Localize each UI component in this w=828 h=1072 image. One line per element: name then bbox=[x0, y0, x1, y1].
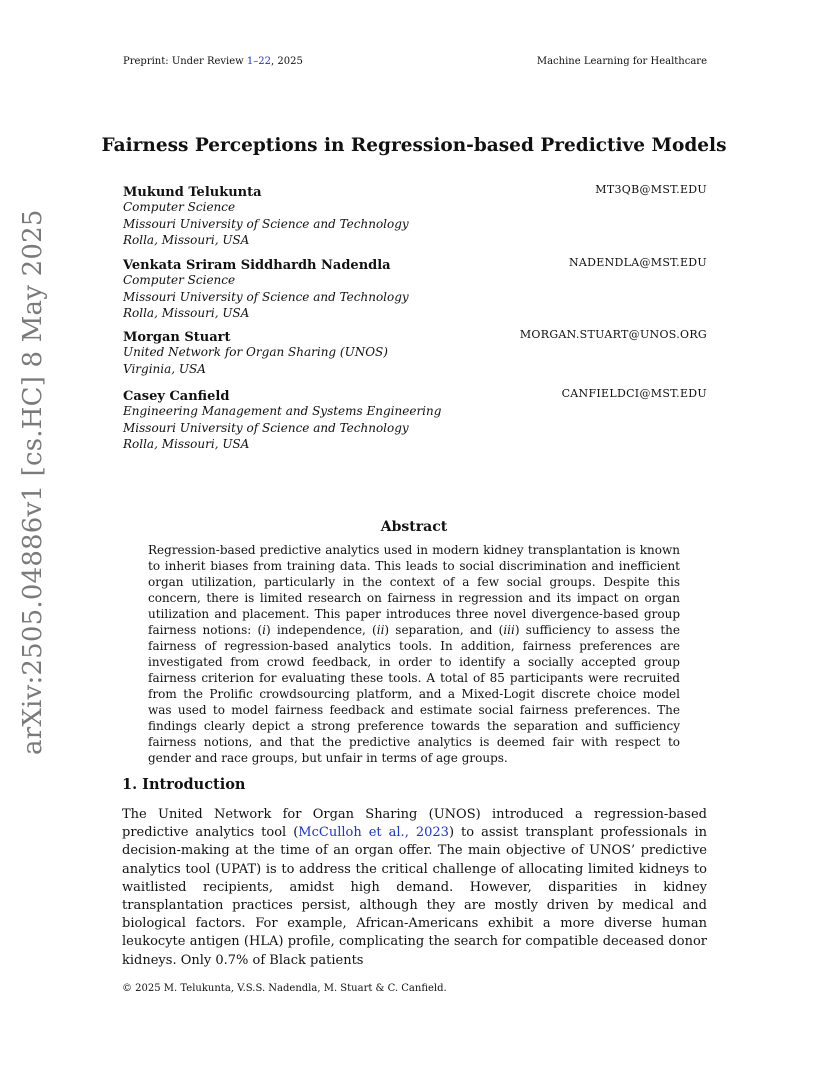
affiliation-line: Rolla, Missouri, USA bbox=[123, 306, 250, 320]
affiliation-line: Missouri University of Science and Technology bbox=[123, 420, 409, 435]
abstract-heading: Abstract bbox=[380, 519, 448, 535]
affiliation-line: Rolla, Missouri, USA bbox=[123, 233, 250, 247]
affiliation-line: Computer Science bbox=[123, 200, 236, 214]
author-email: CANFIELDCI@MST.EDU bbox=[561, 387, 707, 400]
running-header-right: Machine Learning for Healthcare bbox=[536, 56, 707, 67]
introduction-text: The United Network for Organ Sharing (UNOS) introduced a regression-based predictive analytics tool (McCulloh et al., 2023) to assist transplant professionals in decision-making at the time of an organ offer. The main objective of UNOS’ predictive analytics tool (UPAT) is to address the critical challenge of allocating limited kidneys to waitlisted recipients, amidst high demand. However, disparities in kidney transplantation practices persist, although they are mostly driven by medical and biological factors. For example, African-Americans exhibit a more diverse human leukocyte antigen (HLA) profile, complicating the search for compatible deceased donor kidneys. Only 0.7% of Black patients bbox=[122, 807, 708, 968]
author-block bbox=[123, 326, 707, 377]
header-prefix: Preprint: Under Review bbox=[123, 56, 247, 67]
author-name: Mukund Telukunta bbox=[123, 185, 262, 200]
author-email: NADENDLA@MST.EDU bbox=[568, 256, 707, 269]
citation-link[interactable]: McCulloh et al., 2023 bbox=[298, 825, 449, 841]
page-range-link[interactable]: 1–22 bbox=[246, 56, 272, 67]
paper-title: Fairness Perceptions in Regression-based Predictive Models bbox=[101, 135, 727, 156]
author-name: Morgan Stuart bbox=[123, 330, 231, 345]
author-name: Venkata Sriram Siddhardh Nadendla bbox=[123, 258, 391, 273]
section-heading-introduction: 1. Introduction bbox=[122, 776, 246, 793]
affiliation-line: Missouri University of Science and Technology bbox=[123, 289, 409, 304]
affiliation-line: Virginia, USA bbox=[123, 361, 206, 376]
copyright-footer: © 2025 M. Telukunta, V.S.S. Nadendla, M. Stuart & C. Canfield. bbox=[122, 983, 447, 994]
affiliation-line: Computer Science bbox=[123, 273, 236, 287]
header-suffix: , 2025 bbox=[271, 56, 303, 67]
abstract-text: Regression-based predictive analytics used in modern kidney transplantation is known to inherit biases from training data. This leads to social discrimination and inefficient organ utilization, particularly in the context of a few social groups. Despite this concern, there is limited research on fairness in regression and its impact on organ utilization and placement. This paper introduces three novel divergence-based group fairness notions: (i) independence, (ii) separation, and (iii) sufficiency to assess the fairness of regression-based analytics tools. In addition, fairness preferences are investigated from crowd feedback, in order to identify a socially accepted group fairness criterion for evaluating these tools. A total of 85 participants were recruited from the Prolific crowdsourcing platform, and a Mixed-Logit discrete choice model was used to model fairness feedback and estimate social fairness preferences. The findings clearly depict a strong preference towards the separation and sufficiency fairness notions, and that the predictive analytics is deemed fair with respect to gender and race groups, but unfair in terms of age groups. bbox=[148, 543, 680, 765]
affiliation-line: Engineering Management and Systems Engineering bbox=[123, 404, 442, 418]
author-email: MT3QB@MST.EDU bbox=[595, 183, 707, 196]
affiliation-line: Missouri University of Science and Technology bbox=[123, 216, 409, 231]
arxiv-identifier: arXiv:2505.04886v1 [cs.HC] 8 May 2025 bbox=[18, 209, 48, 755]
author-email: MORGAN.STUART@UNOS.ORG bbox=[519, 328, 707, 341]
author-name: Casey Canfield bbox=[123, 389, 230, 404]
affiliation-line: Rolla, Missouri, USA bbox=[123, 437, 250, 451]
affiliation-line: United Network for Organ Sharing (UNOS) bbox=[123, 345, 388, 359]
author-block bbox=[123, 385, 707, 453]
author-block bbox=[123, 254, 707, 322]
running-header-left bbox=[123, 56, 303, 67]
author-block bbox=[123, 181, 707, 249]
